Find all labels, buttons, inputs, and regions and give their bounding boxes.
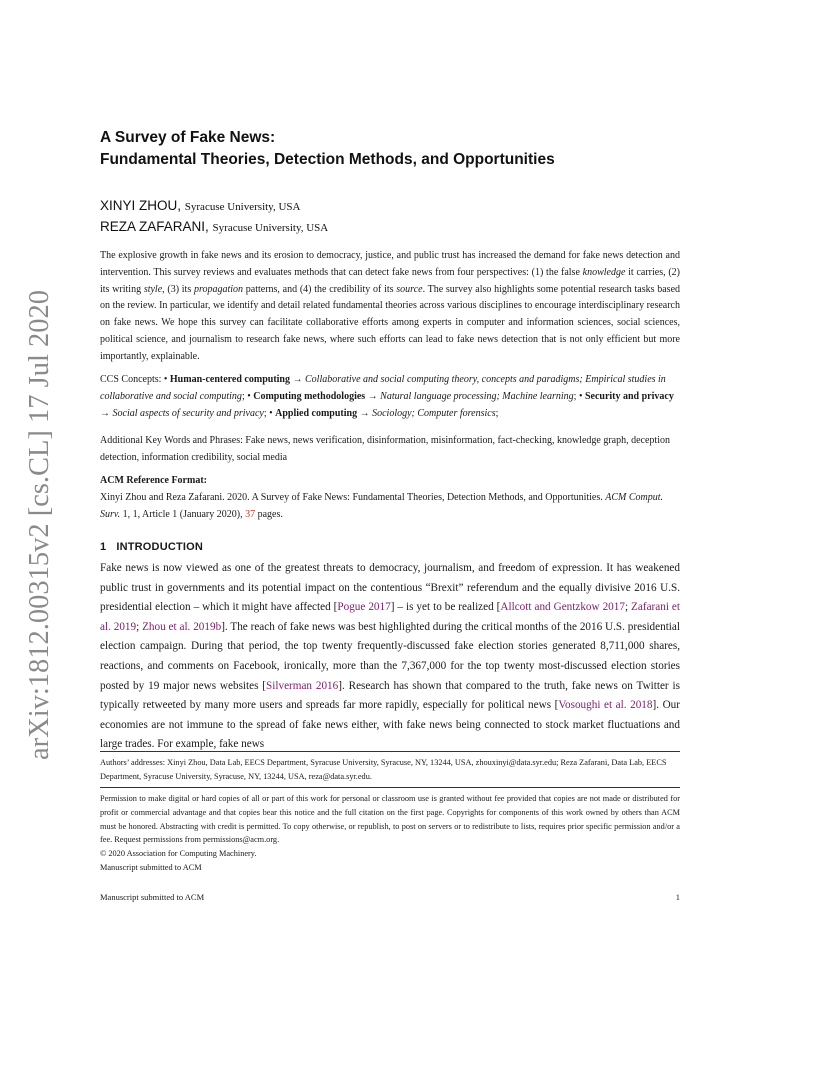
manuscript-note: Manuscript submitted to ACM <box>100 862 202 872</box>
citation-link[interactable]: Vosoughi et al. 2018 <box>558 699 653 712</box>
ccs-arrow: → <box>100 407 113 419</box>
body-text: ; <box>624 601 632 614</box>
abstract <box>100 248 680 366</box>
citation-link[interactable]: Allcott and Gentzkow 2017 <box>500 601 625 614</box>
ccs-separator: ; • <box>263 407 276 419</box>
author-1 <box>100 198 300 213</box>
body-text: ] – is yet to be realized [ <box>390 601 501 614</box>
ccs-arrow: → <box>290 374 305 385</box>
ccs-separator: ; • <box>241 390 254 402</box>
citation-link[interactable]: Silverman 2016 <box>266 679 339 692</box>
reference-text: Xinyi Zhou and Reza Zafarani. 2020. A Survey of Fake News: Fundamental Theories, Detection Methods, and Opportunities. <box>100 492 606 503</box>
ccs-end: ; <box>495 407 499 419</box>
body-text: ]. Our economies are not immune to the spread of fake news either, with fake news being connected to stock market fluctuations and large trades. For example, fake news <box>100 699 680 751</box>
section-title: INTRODUCTION <box>116 541 204 553</box>
body-text: ]. The reach of fake news was best highlighted during the critical months of the 2016 U.S. presidential election campaign. During that period, the top twenty frequently-discussed fake election stories generated 8,711,000 shares, reactions, and comments on Facebook, ironically, more than the 7,367,000 for the top twenty most-discussed election stories posted by 19 major news websites [ <box>100 620 680 692</box>
author-addresses: Authors’ addresses: Xinyi Zhou, Data Lab, EECS Department, Syracuse University, Syracuse, NY, 13244, USA, zhouxinyi@data.syr.edu; Reza Zafarani, Data Lab, EECS Department, Syracuse University, Syracuse, NY, 13244, USA, reza@data.syr.edu. <box>100 758 667 781</box>
abstract-text: it carries, (2) its writing <box>100 266 680 295</box>
ccs-concept: Security and privacy <box>584 390 674 402</box>
page-number: 1 <box>675 892 680 902</box>
title-line-2: Fundamental Theories, Detection Methods, and Opportunities <box>100 151 555 168</box>
body-text: ; <box>136 620 143 633</box>
permission-notice: Permission to make digital or hard copies of all or part of this work for personal or classroom use is granted without fee provided that copies are not made or distributed for profit or commercial advantage and that copies bear this notice and the full citation on the first page. Copyrights for components of this work owned by others than ACM must be honored. Abstracting with credit is permitted. To copy otherwise, or republish, to post on servers or to redistribute to lists, requires prior specific permission and/or a fee. Request permissions from permissions@acm.org. <box>100 794 680 845</box>
abstract-emphasis: propagation <box>193 283 244 295</box>
citation-link[interactable]: Zafarani et al. 2019 <box>100 601 680 633</box>
ccs-separator: ; • <box>573 390 585 402</box>
section-heading <box>100 541 203 553</box>
ccs-concepts <box>100 372 680 422</box>
paper-title <box>100 127 740 171</box>
section-number: 1 <box>100 541 107 553</box>
reference-format <box>100 490 680 524</box>
footnote-rule <box>100 751 680 752</box>
reference-text: pages. <box>255 508 283 520</box>
keywords: Additional Key Words and Phrases: Fake news, news verification, disinformation, misinformation, fact-checking, knowledge graph, deception detection, information credibility, social media <box>100 435 670 463</box>
abstract-text: The explosive growth in fake news and its erosion to democracy, justice, and public trust has increased the demand for fake news detection and intervention. This survey reviews and evaluates methods that can detect fake news from four perspectives: (1) the false <box>100 250 680 278</box>
body-text: Fake news is now viewed as one of the greatest threats to democracy, journalism, and freedom of expression. It has weakened public trust in governments and its potential impact on the contentious “Brexit” referendum and the equally divisive 2016 U.S. presidential election – which it might have affected [ <box>100 562 680 614</box>
permission-rule <box>100 787 680 788</box>
author-name: XINYI ZHOU, <box>100 198 182 213</box>
author-name: REZA ZAFARANI, <box>100 219 209 234</box>
ccs-arrow: → <box>365 390 381 402</box>
abstract-text: patterns, and (4) the credibility of its <box>243 283 397 295</box>
author-affiliation: Syracuse University, USA <box>184 201 301 213</box>
permission-block <box>100 792 680 875</box>
citation-link[interactable]: Zhou et al. 2019b <box>142 620 222 633</box>
ccs-label: CCS Concepts: • <box>100 374 170 385</box>
ccs-concept: Computing methodologies <box>253 390 366 402</box>
ccs-concept: Human-centered computing <box>169 374 290 385</box>
footer-left: Manuscript submitted to ACM <box>100 892 205 902</box>
copyright-notice: © 2020 Association for Computing Machinery. <box>100 849 257 859</box>
abstract-text: , (3) its <box>162 283 194 295</box>
ccs-arrow: → <box>357 407 373 419</box>
reference-text: 1, 1, Article 1 (January 2020), <box>120 508 246 520</box>
reference-journal: ACM Comput. Surv. <box>100 492 664 520</box>
author-affiliation: Syracuse University, USA <box>212 222 329 234</box>
title-line-1: A Survey of Fake News: <box>100 129 276 146</box>
citation-link[interactable]: Pogue 2017 <box>337 601 391 614</box>
ccs-subconcept: Sociology; Computer forensics <box>372 407 496 419</box>
ccs-subconcept: Social aspects of security and privacy <box>112 407 264 419</box>
arxiv-margin-stamp <box>2 280 62 770</box>
abstract-emphasis: knowledge <box>582 266 626 278</box>
page-count-link[interactable]: 37 <box>245 508 256 520</box>
ccs-subconcept: Collaborative and social computing theory, concepts and paradigms; Empirical studies in collaborative and social computing <box>100 374 666 402</box>
author-2 <box>100 219 328 234</box>
intro-paragraph <box>100 559 680 755</box>
ccs-concept: Applied computing <box>275 407 358 419</box>
body-text: ]. Research has shown that compared to the truth, fake news on Twitter is typically retweeted by many more users and spreads far more rapidly, especially for political news [ <box>100 679 680 712</box>
arxiv-identifier: arXiv:1812.00315v2 [cs.CL] 17 Jul 2020 <box>23 281 55 760</box>
reference-format-heading: ACM Reference Format: <box>100 475 207 486</box>
abstract-emphasis: style <box>143 283 163 295</box>
ccs-subconcept: Natural language processing; Machine learning <box>380 390 574 402</box>
abstract-text: . The survey also highlights some potential research tasks based on the review. In particular, we identify and detail related fundamental theories across various disciplines to encourage interdisciplinary research on fake news. We hope this survey can facilitate collaborative efforts among experts in computer and information sciences, social sciences, political science, and journalism to research fake news, where such efforts can lead to fake news detection that is not only efficient but more importantly, explainable. <box>100 283 681 362</box>
abstract-emphasis: source <box>396 283 423 295</box>
